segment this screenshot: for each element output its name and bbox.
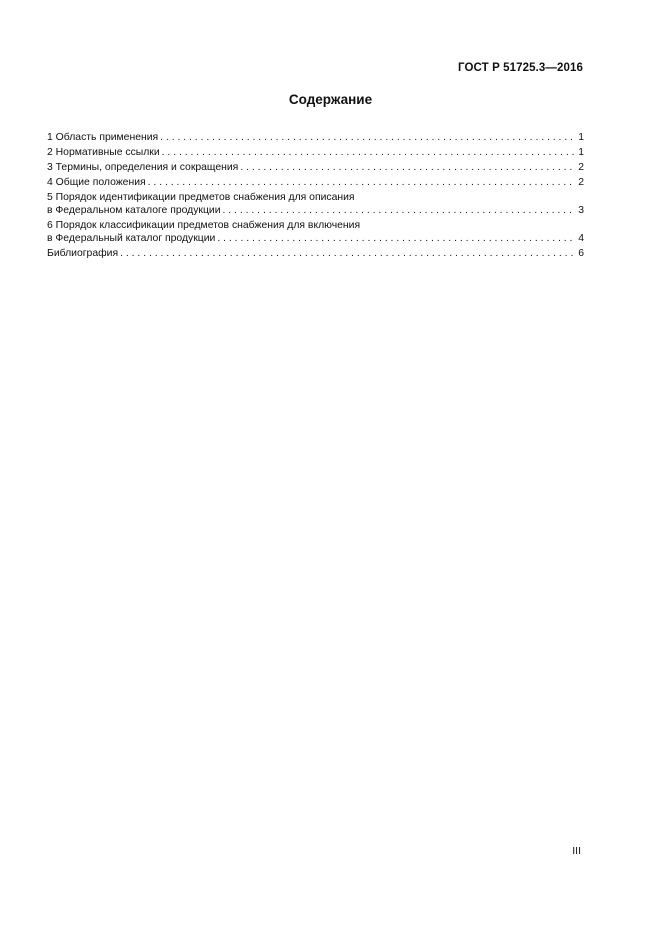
toc-line (47, 176, 584, 189)
toc-entry-text: 3 Термины, определения и сокращения (47, 162, 239, 173)
toc-line (47, 232, 584, 245)
document-code-header: ГОСТ Р 51725.3—2016 (458, 62, 583, 74)
toc-entry-3[interactable] (47, 161, 584, 174)
table-of-contents (47, 131, 584, 262)
toc-leader-dots (120, 247, 574, 260)
toc-entry-text-continued: в Федеральный каталог продукции (47, 233, 216, 244)
toc-leader-dots (160, 131, 574, 144)
page-number: III (572, 845, 581, 857)
toc-page-number: 2 (578, 162, 584, 173)
toc-page-number: 4 (578, 233, 584, 244)
toc-entry-text: 4 Общие положения (47, 177, 146, 188)
toc-page-number: 6 (578, 248, 584, 259)
toc-entry-text: 6 Порядок классификации предметов снабжения для включения (47, 220, 361, 231)
toc-page-number: 3 (578, 205, 584, 216)
toc-line (47, 131, 584, 144)
toc-page-number: 1 (578, 147, 584, 158)
toc-entry-bibliography[interactable] (47, 247, 584, 260)
toc-leader-dots (162, 146, 574, 159)
toc-line-first (47, 191, 584, 204)
toc-leader-dots (217, 232, 574, 245)
toc-title: Содержание (288, 92, 373, 107)
toc-entry-5[interactable] (47, 191, 584, 217)
toc-entry-4[interactable] (47, 176, 584, 189)
toc-entry-text: 1 Область применения (47, 132, 159, 143)
toc-line-first (47, 219, 584, 232)
toc-entry-6[interactable] (47, 219, 584, 245)
toc-entry-2[interactable] (47, 146, 584, 159)
toc-leader-dots (223, 204, 574, 217)
toc-leader-dots (148, 176, 574, 189)
toc-entry-text: 2 Нормативные ссылки (47, 147, 160, 158)
toc-leader-dots (240, 161, 574, 174)
toc-line (47, 161, 584, 174)
toc-page-number: 2 (578, 177, 584, 188)
toc-entry-text-continued: в Федеральном каталоге продукции (47, 205, 221, 216)
toc-line (47, 146, 584, 159)
toc-line (47, 204, 584, 217)
toc-entry-text: 5 Порядок идентификации предметов снабжения для описания (47, 192, 355, 203)
toc-line (47, 247, 584, 260)
toc-entry-1[interactable] (47, 131, 584, 144)
toc-entry-text: Библиография (47, 248, 119, 259)
toc-page-number: 1 (578, 132, 584, 143)
